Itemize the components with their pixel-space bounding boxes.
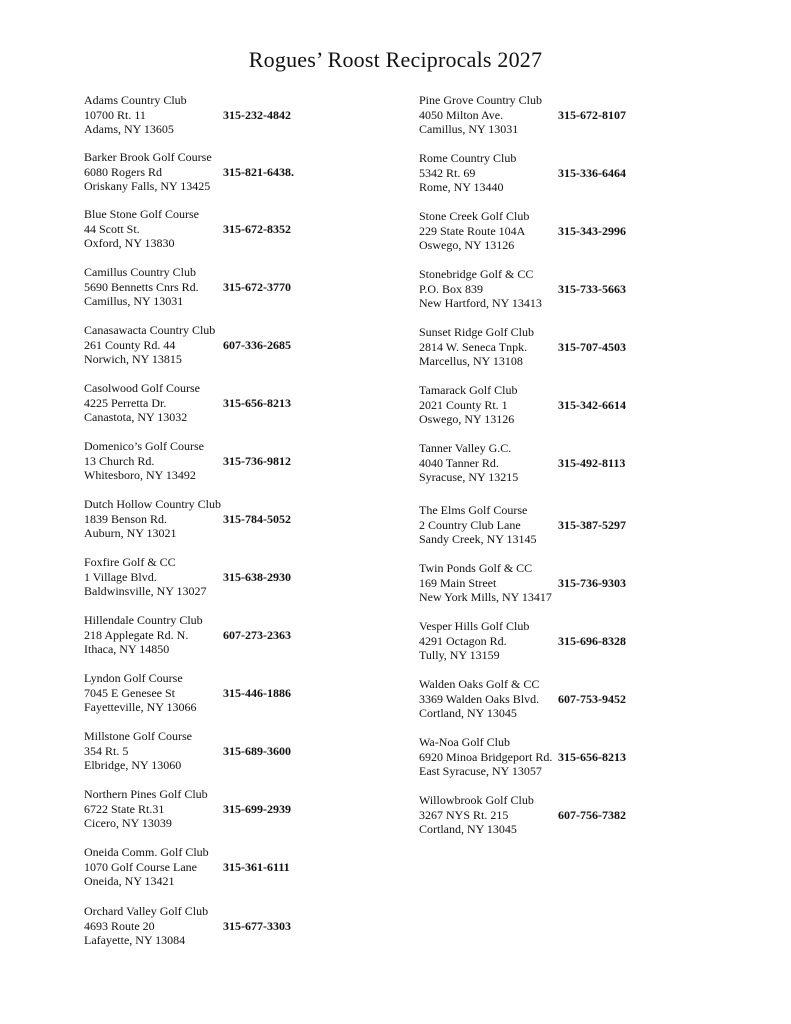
club-phone: 315-387-5297 — [558, 517, 626, 532]
club-entry — [84, 671, 414, 715]
club-phone: 315-696-8328 — [558, 633, 626, 648]
club-address: 5690 Bennetts Cnrs Rd. — [84, 279, 199, 294]
club-entry — [84, 93, 414, 137]
club-city: Whitesboro, NY 13492 — [84, 468, 196, 482]
club-phone: 315-342-6614 — [558, 397, 626, 412]
club-address: 2814 W. Seneca Tnpk. — [419, 339, 528, 354]
club-phone: 315-677-3303 — [223, 918, 291, 933]
club-entry — [419, 793, 749, 837]
club-entry — [419, 503, 749, 547]
club-address: 4291 Octagon Rd. — [419, 633, 507, 648]
club-name: Millstone Golf Course — [84, 729, 192, 743]
club-name: Casolwood Golf Course — [84, 381, 200, 395]
club-phone: 315-492-8113 — [558, 455, 626, 470]
club-entry — [419, 441, 749, 485]
club-entry — [84, 787, 414, 831]
club-city: Cicero, NY 13039 — [84, 816, 172, 830]
club-entry — [84, 497, 414, 541]
club-phone: 315-689-3600 — [223, 743, 291, 758]
club-name: Oneida Comm. Golf Club — [84, 845, 209, 859]
club-entry — [419, 209, 749, 253]
club-address: 3267 NYS Rt. 215 — [419, 807, 509, 822]
club-city: Oswego, NY 13126 — [419, 238, 515, 252]
club-city: Tully, NY 13159 — [419, 648, 500, 662]
club-name: Rome Country Club — [419, 151, 517, 165]
club-name: Sunset Ridge Golf Club — [419, 325, 535, 339]
club-entry — [419, 677, 749, 721]
club-address: 10700 Rt. 11 — [84, 107, 146, 122]
club-phone: 315-707-4503 — [558, 339, 626, 354]
club-entry — [84, 904, 414, 948]
club-phone: 315-343-2996 — [558, 223, 626, 238]
club-city: Cortland, NY 13045 — [419, 706, 517, 720]
club-address: 6722 State Rt.31 — [84, 801, 165, 816]
club-address: 229 State Route 104A — [419, 223, 526, 238]
club-city: Elbridge, NY 13060 — [84, 758, 182, 772]
club-entry — [84, 845, 414, 889]
club-phone: 607-336-2685 — [223, 337, 291, 352]
club-entry — [84, 265, 414, 309]
club-entry — [419, 93, 749, 137]
club-city: Norwich, NY 13815 — [84, 352, 182, 366]
club-address: 1070 Golf Course Lane — [84, 859, 197, 874]
club-entry — [84, 613, 414, 657]
club-address: 2021 County Rt. 1 — [419, 397, 508, 412]
club-entry — [419, 325, 749, 369]
club-entry — [419, 151, 749, 195]
club-entry — [419, 267, 749, 311]
club-city: Baldwinsville, NY 13027 — [84, 584, 207, 598]
club-city: Rome, NY 13440 — [419, 180, 504, 194]
club-address: 354 Rt. 5 — [84, 743, 129, 758]
club-address: 169 Main Street — [419, 575, 497, 590]
club-phone: 315-361-6111 — [223, 859, 290, 874]
club-phone: 315-656-8213 — [558, 749, 626, 764]
club-city: Ithaca, NY 14850 — [84, 642, 170, 656]
club-city: Marcellus, NY 13108 — [419, 354, 523, 368]
club-name: Domenico’s Golf Course — [84, 439, 204, 453]
club-name: Foxfire Golf & CC — [84, 555, 176, 569]
club-entry — [84, 555, 414, 599]
club-entry — [419, 383, 749, 427]
club-name: Lyndon Golf Course — [84, 671, 183, 685]
club-name: Hillendale Country Club — [84, 613, 203, 627]
club-name: Stonebridge Golf & CC — [419, 267, 534, 281]
club-phone: 315-733-5663 — [558, 281, 626, 296]
club-address: 5342 Rt. 69 — [419, 165, 476, 180]
club-name: Barker Brook Golf Course — [84, 150, 212, 164]
club-name: Adams Country Club — [84, 93, 187, 107]
club-phone: 315-672-8352 — [223, 221, 291, 236]
club-city: Oriskany Falls, NY 13425 — [84, 179, 211, 193]
club-phone: 315-656-8213 — [223, 395, 291, 410]
club-name: Orchard Valley Golf Club — [84, 904, 209, 918]
club-name: Dutch Hollow Country Club — [84, 497, 221, 511]
club-address: 4225 Perretta Dr. — [84, 395, 167, 410]
club-city: Camillus, NY 13031 — [84, 294, 184, 308]
club-entry — [419, 735, 749, 779]
club-name: Wa-Noa Golf Club — [419, 735, 511, 749]
club-phone: 315-638-2930 — [223, 569, 291, 584]
club-city: Camillus, NY 13031 — [419, 122, 519, 136]
club-name: Walden Oaks Golf & CC — [419, 677, 540, 691]
club-address: 44 Scott St. — [84, 221, 140, 236]
club-name: Tanner Valley G.C. — [419, 441, 512, 455]
club-entry — [84, 207, 414, 251]
club-address: 13 Church Rd. — [84, 453, 155, 468]
club-entry — [419, 619, 749, 663]
club-city: Auburn, NY 13021 — [84, 526, 177, 540]
club-name: Canasawacta Country Club — [84, 323, 216, 337]
club-address: 7045 E Genesee St — [84, 685, 175, 700]
club-city: New York Mills, NY 13417 — [419, 590, 552, 604]
club-city: East Syracuse, NY 13057 — [419, 764, 542, 778]
club-city: Oswego, NY 13126 — [419, 412, 515, 426]
club-entry — [419, 561, 749, 605]
club-entry — [84, 150, 414, 194]
club-city: New Hartford, NY 13413 — [419, 296, 542, 310]
club-address: 1 Village Blvd. — [84, 569, 157, 584]
club-address: 4050 Milton Ave. — [419, 107, 504, 122]
club-phone: 315-672-3770 — [223, 279, 291, 294]
club-city: Oxford, NY 13830 — [84, 236, 175, 250]
club-phone: 315-736-9303 — [558, 575, 626, 590]
club-city: Sandy Creek, NY 13145 — [419, 532, 537, 546]
club-name: Northern Pines Golf Club — [84, 787, 208, 801]
club-phone: 607-753-9452 — [558, 691, 626, 706]
club-city: Adams, NY 13605 — [84, 122, 174, 136]
club-phone: 315-736-9812 — [223, 453, 291, 468]
club-name: Tamarack Golf Club — [419, 383, 518, 397]
club-entry — [84, 439, 414, 483]
club-name: Vesper Hills Golf Club — [419, 619, 530, 633]
club-city: Fayetteville, NY 13066 — [84, 700, 197, 714]
club-phone: 315-336-6464 — [558, 165, 626, 180]
club-address: 4040 Tanner Rd. — [419, 455, 499, 470]
club-phone: 607-273-2363 — [223, 627, 291, 642]
club-address: 6920 Minoa Bridgeport Rd. — [419, 749, 553, 764]
club-address: P.O. Box 839 — [419, 281, 484, 296]
club-city: Oneida, NY 13421 — [84, 874, 175, 888]
club-city: Syracuse, NY 13215 — [419, 470, 519, 484]
club-name: Camillus Country Club — [84, 265, 197, 279]
club-phone: 315-784-5052 — [223, 511, 291, 526]
page-title: Rogues’ Roost Reciprocals 2027 — [248, 47, 543, 72]
club-phone: 315-699-2939 — [223, 801, 291, 816]
club-address: 3369 Walden Oaks Blvd. — [419, 691, 540, 706]
club-entry — [84, 729, 414, 773]
club-entry — [84, 323, 414, 367]
club-city: Canastota, NY 13032 — [84, 410, 188, 424]
club-phone: 607-756-7382 — [558, 807, 626, 822]
club-address: 2 Country Club Lane — [419, 517, 521, 532]
club-city: Lafayette, NY 13084 — [84, 933, 186, 947]
club-name: Stone Creek Golf Club — [419, 209, 530, 223]
club-entry — [84, 381, 414, 425]
club-address: 6080 Rogers Rd — [84, 164, 162, 179]
club-name: The Elms Golf Course — [419, 503, 528, 517]
club-phone: 315-821-6438. — [223, 164, 294, 179]
club-address: 4693 Route 20 — [84, 918, 155, 933]
club-name: Pine Grove Country Club — [419, 93, 542, 107]
club-name: Blue Stone Golf Course — [84, 207, 199, 221]
club-phone: 315-232-4842 — [223, 107, 291, 122]
club-address: 1839 Benson Rd. — [84, 511, 168, 526]
club-phone: 315-672-8107 — [558, 107, 626, 122]
club-phone: 315-446-1886 — [223, 685, 291, 700]
club-name: Willowbrook Golf Club — [419, 793, 534, 807]
club-address: 261 County Rd. 44 — [84, 337, 176, 352]
club-address: 218 Applegate Rd. N. — [84, 627, 189, 642]
club-city: Cortland, NY 13045 — [419, 822, 517, 836]
club-name: Twin Ponds Golf & CC — [419, 561, 533, 575]
